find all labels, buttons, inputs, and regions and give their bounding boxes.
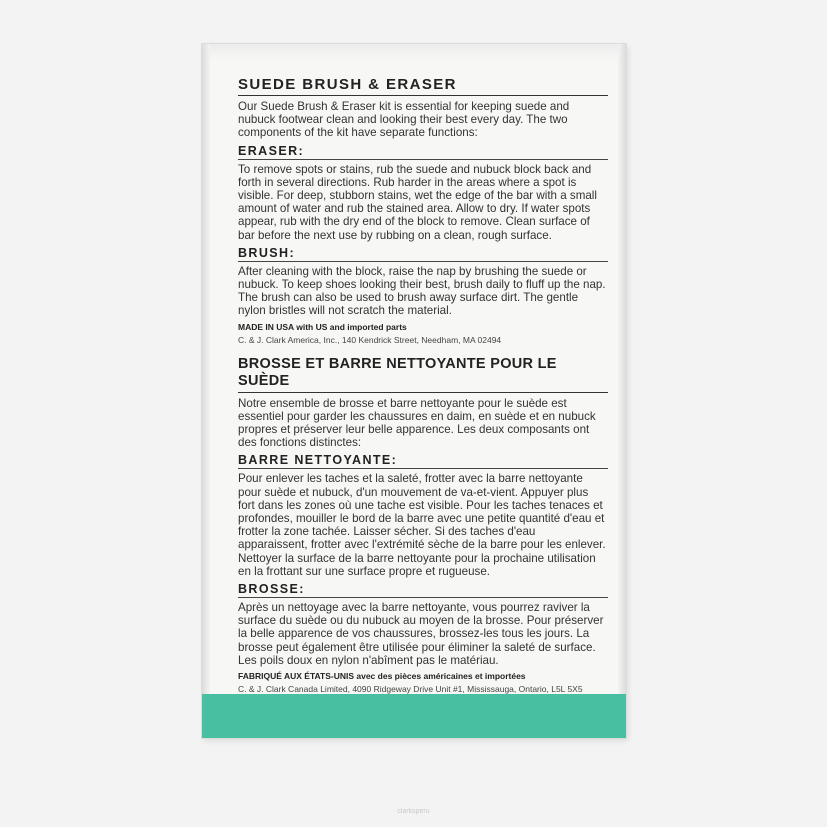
brush-text: After cleaning with the block, raise the nap by brushing the suede or nubuck. To keep shoes looking their best, brush daily to fluff up the nap. The brush can also be used to brush away surface dirt. The gentle nylon bristles will not scratch the material. xyxy=(238,264,606,318)
teal-band xyxy=(202,694,626,738)
watermark: clarksperu xyxy=(397,808,430,815)
brosse-text: Après un nettoyage avec la barre nettoyante, vous pourrez raviver la surface du suède ou du nubuck au moyen de la brosse. Pour préserver la belle apparence de vos chaussures, brossez-les tous les jours. La brosse peut également être utilisée pour éliminer la saleté de surface. Les poils doux en nylon n'abîment pas le matériau. xyxy=(238,601,604,667)
made-in-usa: MADE IN USA with US and imported parts xyxy=(238,321,407,332)
bar-heading: BARRE NETTOYANTE: xyxy=(238,453,608,469)
us-address: C. & J. Clark America, Inc., 140 Kendrick Street, Needham, MA 02494 xyxy=(238,334,502,345)
box-label xyxy=(238,76,608,705)
made-in-usa-fr: FABRIQUÉ AUX ÉTATS-UNIS avec des pièces américaines et importées xyxy=(238,671,526,682)
canada-address: C. & J. Clark Canada Limited, 4090 Ridgeway Drive Unit #1, Mississauga, Ontario, L5L 5X5 xyxy=(238,684,583,695)
box-top-flap xyxy=(202,44,626,60)
brush-heading: BRUSH: xyxy=(238,246,608,262)
english-title: SUEDE BRUSH & ERASER xyxy=(238,76,608,96)
box-left-edge xyxy=(202,44,210,738)
eraser-heading: ERASER: xyxy=(238,144,608,160)
english-intro: Our Suede Brush & Eraser kit is essential for keeping suede and nubuck footwear clean and looking their best every day. The two components of the kit have separate functions: xyxy=(238,100,570,140)
french-title: BROSSE ET BARRE NETTOYANTE POUR LE SUÈDE xyxy=(238,356,608,393)
eraser-text: To remove spots or stains, rub the suede and nubuck block back and forth in several directions. Rub harder in the areas where a spot is visible. For deep, stubborn stains, wet the edge of the bar with a small amount of water and rub the stained area. Allow to dry. If water spots appear, rub with the dry end of the block to remove. Clean surface of bar before the next use by rubbing on a clean, rough surface. xyxy=(238,162,597,242)
bar-text: Pour enlever les taches et la saleté, frotter avec la barre nettoyante pour suède et nubuck, d'un mouvement de va-et-vient. Appuyer plus fort dans les zones où une tache est visible. Pour les taches tenaces et profondes, mouiller le bord de la barre avec une petite quantité d'eau et frotter la zone tachée. Laisser sécher. Si des taches d'eau apparaissent, frotter avec l'extrémité sèche de la barre pour les enlever. Nettoyer la surface de la barre nettoyante pour la prochaine utilisation en la frottant sur une surface propre et rugueuse. xyxy=(238,472,606,578)
french-intro: Notre ensemble de brosse et barre nettoyante pour le suède est essentiel pour garder les chaussures en daim, en suède et en nubuck propres et préserver leur belle apparence. Les deux composants ont des fonctions distinctes: xyxy=(238,396,596,450)
brosse-heading: BROSSE: xyxy=(238,582,608,598)
product-box xyxy=(202,44,626,738)
box-right-edge xyxy=(618,44,626,738)
